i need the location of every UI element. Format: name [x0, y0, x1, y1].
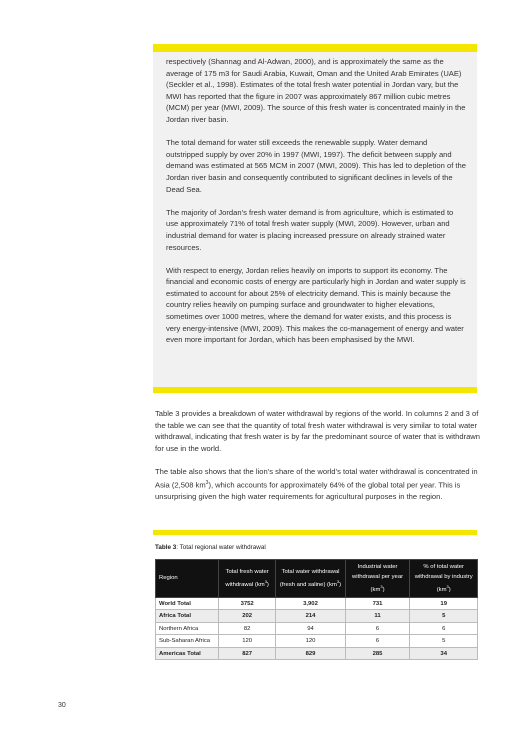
cell-value: 94 — [276, 622, 345, 635]
cell-value: 5 — [410, 635, 478, 648]
cell-value: 82 — [219, 622, 276, 635]
cell-region: Sub-Saharan Africa — [156, 635, 219, 648]
callout-paragraph: With respect to energy, Jordan relies heavily on imports to support its economy. The financial and economic costs of energy are particularly high in Jordan and water supply is estimated to account for about 25% of electricity demand. This is mainly because the country relies heavily on pumping surface and groundwater to higher elevations, sometimes over 1000 metres, where the demand for water exists, and this process is very energy-intensive (MWI, 2009). This makes the co-management of energy and water even more important for Jordan, which has been emphasised by the MWI. — [166, 265, 466, 345]
header-text: Industrial water withdrawal per year (km — [352, 564, 404, 593]
header-sup: 3 — [264, 579, 267, 584]
header-text: Total fresh water withdrawal (km — [225, 569, 269, 588]
cell-value: 19 — [410, 597, 478, 610]
header-text: % of total water withdrawal by industry (km — [414, 564, 473, 593]
page-number: 30 — [58, 702, 66, 709]
cell-value: 3752 — [219, 597, 276, 610]
table-row — [156, 635, 478, 648]
cell-value: 827 — [219, 647, 276, 660]
cell-region: Africa Total — [156, 610, 219, 623]
cell-value: 5 — [410, 610, 478, 623]
cell-value: 214 — [276, 610, 345, 623]
cell-value: 6 — [410, 622, 478, 635]
table-row — [156, 647, 478, 660]
body-text — [155, 408, 485, 514]
cell-value: 202 — [219, 610, 276, 623]
body-text-span: ), which accounts for approximately 64% of the global total per year. This is unsurprising given the high water requirements for agricultural purposes in the region. — [155, 480, 461, 501]
body-paragraph — [155, 466, 485, 502]
cell-value: 34 — [410, 647, 478, 660]
cell-region: Northern Africa — [156, 622, 219, 635]
body-text-span: The table also shows that the lion’s share of the world’s total water withdrawal is concentrated in Asia (2,508 km — [155, 466, 478, 490]
header-industry-percent — [410, 560, 478, 598]
cell-value: 6 — [345, 635, 410, 648]
header-total-withdrawal — [276, 560, 345, 598]
water-withdrawal-table — [155, 559, 478, 660]
header-sup: 3 — [380, 584, 383, 589]
header-sup: 3 — [336, 579, 340, 584]
header-text: ) — [382, 586, 385, 593]
table-row — [156, 597, 478, 610]
cell-region: World Total — [156, 597, 219, 610]
cell-value: 731 — [345, 597, 410, 610]
cell-value: 829 — [276, 647, 345, 660]
header-fresh-withdrawal — [219, 560, 276, 598]
cell-value: 3,902 — [276, 597, 345, 610]
header-sup: 3 — [446, 584, 449, 589]
cell-value: 285 — [345, 647, 410, 660]
header-text: ) — [266, 581, 269, 588]
header-text: Region — [159, 575, 178, 582]
header-text: Total water withdrawal (fresh and saline) (km — [279, 569, 340, 588]
table-caption-label: Table 3 — [155, 544, 177, 551]
table-row — [156, 610, 478, 623]
body-paragraph: Table 3 provides a breakdown of water withdrawal by regions of the world. In columns 2 and 3 of the table we can see that the quantity of total fresh water withdrawal is very similar to total water withdrawal, indicating that fresh water is by far the predominant source of water that is withdrawn for use in the world. — [155, 409, 480, 453]
header-text: ) — [448, 586, 451, 593]
callout-top-bar — [153, 44, 477, 52]
superscript: 3 — [205, 479, 209, 486]
callout-paragraph: The total demand for water still exceeds the renewable supply. Water demand outstripped supply by over 20% in 1997 (MWI, 1997). The deficit between supply and demand was estimated at 565 MCM in 2007 (MWI, 2009). This has led to depletion of the Jordan river basin and consequently contributed to significant declines in levels of the Dead Sea. — [166, 138, 466, 194]
table-header-row — [156, 560, 478, 598]
table-caption-text: : Total regional water withdrawal — [176, 544, 266, 551]
callout-paragraph: respectively (Shannag and Al-Adwan, 2000), and is approximately the same as the average of 175 m3 for Saudi Arabia, Kuwait, Oman and the United Arab Emirates (UAE) (Seckler et al., 1998). Estimates of the total fresh water potential in Jordan vary, but the MWI has reported that the figure in 2007 was approximately 867 million cubic metres (MCM) per year (MWI, 2009). The source of this fresh water is concentrated mainly in the Jordan river basin. — [166, 57, 466, 124]
table-row — [156, 622, 478, 635]
callout-paragraph: The majority of Jordan’s fresh water demand is from agriculture, which is estimated to use approximately 71% of total fresh water supply (MWI, 2009). However, urban and industrial demand for water is placing increased pressure on already strained water resources. — [166, 207, 454, 252]
cell-region: Americas Total — [156, 647, 219, 660]
header-region — [156, 560, 219, 598]
cell-value: 120 — [219, 635, 276, 648]
callout-bottom-bar — [153, 387, 477, 393]
header-industrial-withdrawal — [345, 560, 410, 598]
table-top-bar — [153, 530, 477, 535]
callout-text — [166, 56, 466, 357]
header-text: ) — [339, 581, 342, 588]
cell-value: 120 — [276, 635, 345, 648]
table-caption — [155, 544, 266, 551]
cell-value: 11 — [345, 610, 410, 623]
cell-value: 6 — [345, 622, 410, 635]
